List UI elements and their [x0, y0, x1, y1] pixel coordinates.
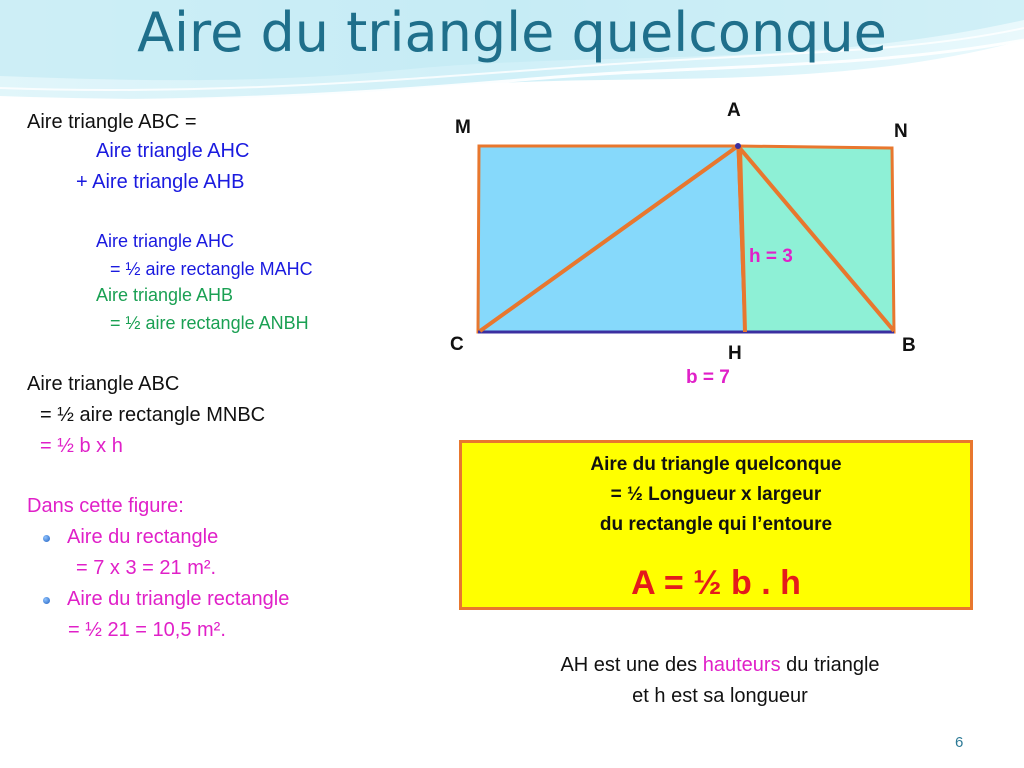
formula-box: [459, 440, 973, 610]
point-a-marker: [735, 143, 741, 149]
label-height-value: h = 3: [749, 246, 793, 267]
text-aire-rectangle: Aire du rectangle: [67, 526, 219, 548]
text-sub-ahb: Aire triangle AHB: [96, 285, 234, 305]
box-line-2: = ½ Longueur x largeur: [610, 484, 822, 505]
text-aire-ahc: Aire triangle AHC: [96, 140, 250, 162]
label-point-b: B: [902, 335, 916, 356]
bullet-icon: [43, 535, 50, 542]
note-highlight: hauteurs: [702, 654, 781, 676]
label-point-h: H: [728, 343, 742, 364]
text-aire-rectangle-value: = 7 x 3 = 21 m².: [76, 557, 217, 579]
text-sub-ahc: Aire triangle AHC: [96, 231, 235, 251]
note-suffix: du triangle: [780, 654, 880, 676]
note-line-1: [460, 651, 980, 679]
text-abc-heading: Aire triangle ABC: [27, 373, 180, 395]
triangle-figure: [440, 95, 940, 395]
area-formula: A = ½ b . h: [631, 564, 801, 602]
page-number: 6: [955, 734, 964, 751]
label-point-n: N: [894, 121, 908, 142]
box-line-1: Aire du triangle quelconque: [590, 454, 842, 475]
text-abc-equals: Aire triangle ABC =: [27, 111, 197, 133]
text-sub-ahc-value: = ½ aire rectangle MAHC: [110, 259, 313, 279]
note-line-2: et h est sa longueur: [632, 685, 808, 707]
text-sub-ahb-value: = ½ aire rectangle ANBH: [110, 313, 309, 333]
slide-title: Aire du triangle quelconque: [137, 1, 887, 64]
text-dans-figure: Dans cette figure:: [27, 495, 184, 517]
bullet-icon: [43, 597, 50, 604]
text-aire-triangle-rectangle-value: = ½ 21 = 10,5 m².: [68, 619, 226, 641]
note-prefix: AH est une des: [560, 654, 703, 676]
text-abc-formula: = ½ b x h: [40, 435, 123, 457]
box-line-3: du rectangle qui l’entoure: [599, 514, 833, 535]
label-point-m: M: [455, 117, 471, 138]
label-point-a: A: [727, 100, 741, 121]
label-point-c: C: [450, 334, 464, 355]
text-abc-mnbc: = ½ aire rectangle MNBC: [40, 404, 266, 426]
text-aire-triangle-rectangle: Aire du triangle rectangle: [67, 588, 290, 610]
label-base-value: b = 7: [686, 367, 730, 388]
text-plus-aire-ahb: + Aire triangle AHB: [76, 171, 245, 193]
